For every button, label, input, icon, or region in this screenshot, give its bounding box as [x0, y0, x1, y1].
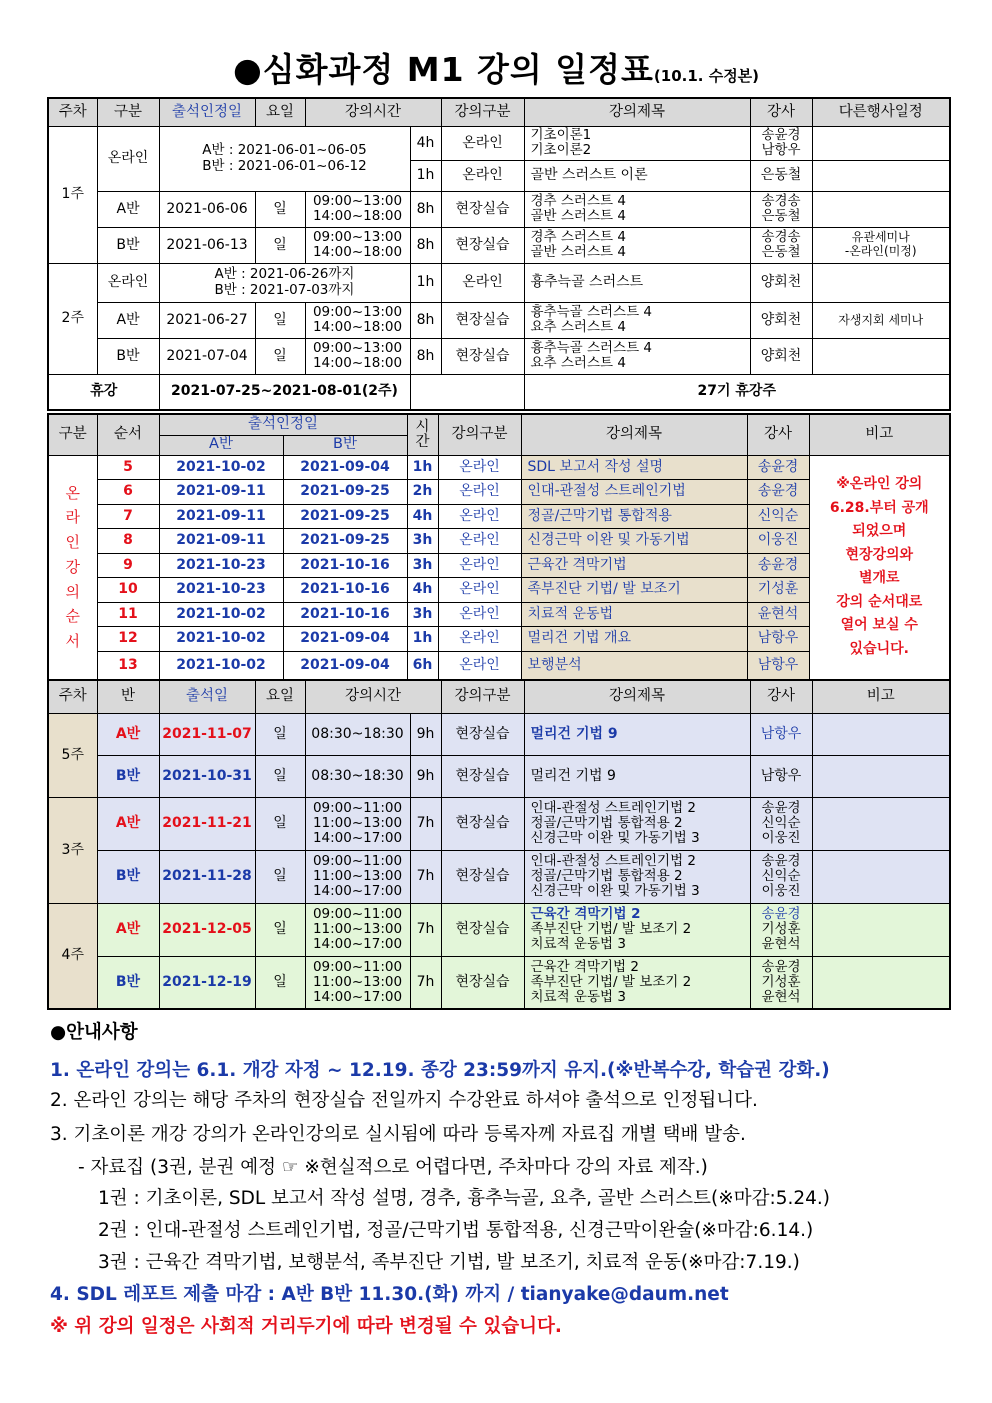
teacher-cell: 남항우 [747, 626, 809, 651]
break-label: 휴강 [48, 374, 159, 410]
title-cell: 족부진단 기법/ 발 보조기 [521, 577, 747, 602]
a-date-cell: 2021-09-11 [159, 504, 283, 528]
type-cell: 현장실습 [441, 191, 524, 227]
hours-cell: 8h [410, 338, 441, 374]
notes-heading: ●안내사항 [50, 1022, 138, 1043]
type-cell: 현장실습 [441, 797, 524, 850]
a-date-cell: 2021-09-11 [159, 479, 283, 504]
title-cell [524, 903, 750, 956]
header-title: 강의제목 [521, 414, 747, 455]
day-cell: 일 [255, 755, 305, 797]
day-cell: 일 [255, 713, 305, 755]
table-row [48, 956, 950, 1009]
note-cell [812, 956, 950, 1009]
table-row [48, 903, 950, 956]
teacher-cell: 양회천 [750, 263, 812, 302]
type-cell: 온라인 [438, 553, 521, 577]
a-date-cell: 2021-10-23 [159, 553, 283, 577]
other-cell: 자생지회 세미나 [812, 302, 950, 338]
header-a-group: A반 [159, 435, 283, 455]
type-cell: 온라인 [438, 651, 521, 680]
title-cell: 기초이론1 기초이론2 [524, 126, 750, 160]
order-cell: 5 [97, 455, 159, 479]
teacher-cell [750, 903, 812, 956]
title-cell: 신경근막 이완 및 가동기법 [521, 528, 747, 553]
time-cell: 09:00~13:00 14:00~18:00 [305, 227, 410, 263]
day-cell: 일 [255, 302, 305, 338]
note-3: 3. 기초이론 개강 강의가 온라인강의로 실시됨에 따라 등록자께 자료집 개별 택배 발송. [50, 1124, 746, 1145]
group-cell: 온라인 [97, 263, 159, 302]
date-cell: 2021-07-04 [159, 338, 255, 374]
title-cell: 골반 스러스트 이론 [524, 160, 750, 191]
hours-cell: 4h [407, 577, 438, 602]
type-cell: 온라인 [441, 263, 524, 302]
hours-cell: 3h [407, 602, 438, 626]
time-cell: 08:30~18:30 [305, 755, 410, 797]
title-main: ●심화과정 M1 강의 일정표 [232, 50, 654, 89]
group-cell: B반 [97, 227, 159, 263]
teacher-cell: 남항우 [747, 651, 809, 680]
b-date-cell: 2021-09-04 [283, 651, 407, 680]
time-cell: 09:00~11:00 11:00~13:00 14:00~17:00 [305, 903, 410, 956]
order-cell: 8 [97, 528, 159, 553]
other-cell [812, 126, 950, 160]
hours-cell: 3h [407, 528, 438, 553]
b-date-cell: 2021-10-16 [283, 553, 407, 577]
header-type: 강의구분 [441, 680, 524, 713]
week-label: 1주 [48, 126, 97, 263]
other-cell [812, 191, 950, 227]
type-cell: 온라인 [441, 126, 524, 160]
header-order: 순서 [97, 414, 159, 455]
note-4: 4. SDL 레포트 제출 마감 : A반 B반 11.30.(화) 까지 / tianyake@daum.net [50, 1284, 729, 1305]
table-row [48, 797, 950, 850]
note-cell [812, 797, 950, 850]
time-cell: 09:00~13:00 14:00~18:00 [305, 302, 410, 338]
title-cell: 인대-관절성 스트레인기법 2 정골/근막기법 통합적용 2 신경근막 이완 및 가동기법 3 [524, 797, 750, 850]
table-row [48, 850, 950, 903]
title-cell: 보행분석 [521, 651, 747, 680]
other-cell [812, 338, 950, 374]
teacher-cell: 은동철 [750, 160, 812, 191]
header-time: 강의시간 [305, 98, 441, 126]
header-teacher: 강사 [747, 414, 809, 455]
title-sub: (10.1. 수정본) [653, 67, 760, 85]
type-cell: 온라인 [438, 455, 521, 479]
table-row [48, 302, 950, 338]
header-teacher: 강사 [750, 680, 812, 713]
hours-cell: 4h [410, 126, 441, 160]
note-5: ※ 위 강의 일정은 사회적 거리두기에 따라 변경될 수 있습니다. [50, 1316, 562, 1337]
title-rest-lines: 족부진단 기법/ 발 보조기 2 치료적 운동법 3 [530, 921, 692, 952]
teacher-cell: 양회천 [750, 302, 812, 338]
teacher-rest-lines: 기성훈 윤현석 [761, 921, 801, 952]
hours-cell: 7h [410, 797, 441, 850]
note-cell [812, 903, 950, 956]
note-cell [812, 850, 950, 903]
break-dates: 2021-07-25~2021-08-01(2주) [159, 374, 410, 410]
type-cell: 현장실습 [441, 338, 524, 374]
type-cell: 현장실습 [441, 903, 524, 956]
title-cell: 치료적 운동법 [521, 602, 747, 626]
a-date-cell: 2021-10-23 [159, 577, 283, 602]
date-cell: 2021-06-06 [159, 191, 255, 227]
table-row [48, 191, 950, 227]
day-cell: 일 [255, 338, 305, 374]
table1-header-row [48, 98, 950, 126]
hours-cell: 7h [410, 903, 441, 956]
week-label: 2주 [48, 263, 97, 374]
group-cell: B반 [97, 338, 159, 374]
table-row [48, 263, 950, 302]
header-b-group: B반 [283, 435, 407, 455]
group-cell: A반 [97, 302, 159, 338]
order-cell: 9 [97, 553, 159, 577]
break-empty [410, 374, 524, 410]
type-cell: 온라인 [438, 504, 521, 528]
schedule-table-1 [47, 97, 951, 411]
teacher-cell: 송윤경 신익순 이웅진 [750, 850, 812, 903]
online-dates: A반 : 2021-06-26까지 B반 : 2021-07-03까지 [159, 263, 410, 302]
date-cell: 2021-06-13 [159, 227, 255, 263]
note-1: 1. 온라인 강의는 6.1. 개강 자정 ~ 12.19. 종강 23:59까지 유지.(※반복수강, 학습권 강화.) [50, 1060, 830, 1081]
a-date-cell: 2021-10-02 [159, 651, 283, 680]
a-date-cell: 2021-10-02 [159, 455, 283, 479]
hours-cell: 7h [410, 850, 441, 903]
teacher-cell: 송윤경 [747, 455, 809, 479]
type-cell: 온라인 [438, 602, 521, 626]
break-note: 27기 휴강주 [524, 374, 950, 410]
day-cell: 일 [255, 227, 305, 263]
note-3-vol1: 1권 : 기초이론, SDL 보고서 작성 설명, 경추, 흉추늑골, 요추, 골반 스러스트(※마감:5.24.) [98, 1188, 831, 1209]
type-cell: 현장실습 [441, 755, 524, 797]
b-date-cell: 2021-10-16 [283, 577, 407, 602]
teacher-cell: 윤현석 [747, 602, 809, 626]
other-cell [812, 263, 950, 302]
teacher-cell: 신익순 [747, 504, 809, 528]
date-cell: 2021-12-05 [159, 903, 255, 956]
schedule-table-3 [47, 679, 951, 1010]
table-row [48, 755, 950, 797]
hours-cell: 9h [410, 755, 441, 797]
hours-cell: 2h [407, 479, 438, 504]
b-date-cell: 2021-09-25 [283, 504, 407, 528]
teacher-cell: 송윤경 남항우 [750, 126, 812, 160]
break-row [48, 374, 950, 410]
title-cell: 흉추늑골 스러스트 4 요추 스러스트 4 [524, 338, 750, 374]
day-cell: 일 [255, 956, 305, 1009]
order-cell: 13 [97, 651, 159, 680]
note-2: 2. 온라인 강의는 해당 주차의 현장실습 전일까지 수강완료 하셔야 출석으로 인정됩니다. [50, 1090, 758, 1111]
header-title: 강의제목 [524, 98, 750, 126]
teacher-cell: 양회천 [750, 338, 812, 374]
online-dates: A반 : 2021-06-01~06-05 B반 : 2021-06-01~06-12 [159, 126, 410, 191]
teacher-cell: 남항우 [750, 713, 812, 755]
type-cell: 현장실습 [441, 227, 524, 263]
hours-cell: 4h [407, 504, 438, 528]
time-cell: 08:30~18:30 [305, 713, 410, 755]
type-cell: 현장실습 [441, 302, 524, 338]
type-cell: 온라인 [441, 160, 524, 191]
note-3-vol2: 2권 : 인대-관절성 스트레인기법, 정골/근막기법 통합적용, 신경근막이완술(※마감:6.14.) [98, 1220, 814, 1241]
type-cell: 현장실습 [441, 956, 524, 1009]
date-cell: 2021-06-27 [159, 302, 255, 338]
teacher-cell: 송경송 은동철 [750, 191, 812, 227]
b-date-cell: 2021-09-04 [283, 455, 407, 479]
group-cell: B반 [97, 956, 159, 1009]
note-3-vol3: 3권 : 근육간 격막기법, 보행분석, 족부진단 기법, 발 보조기, 치료적 운동(※마감:7.19.) [98, 1252, 800, 1273]
a-date-cell: 2021-10-02 [159, 602, 283, 626]
date-cell: 2021-11-07 [159, 713, 255, 755]
day-cell: 일 [255, 191, 305, 227]
teacher-cell: 송윤경 [747, 553, 809, 577]
table-row [48, 455, 950, 479]
time-cell: 09:00~13:00 14:00~18:00 [305, 191, 410, 227]
b-date-cell: 2021-10-16 [283, 602, 407, 626]
hours-cell: 6h [407, 651, 438, 680]
order-cell: 12 [97, 626, 159, 651]
b-date-cell: 2021-09-25 [283, 479, 407, 504]
header-week: 주차 [48, 98, 97, 126]
header-week: 주차 [48, 680, 97, 713]
header-hours: 시 간 [407, 414, 438, 455]
day-cell: 일 [255, 850, 305, 903]
type-cell: 현장실습 [441, 850, 524, 903]
a-date-cell: 2021-10-02 [159, 626, 283, 651]
week-label: 3주 [48, 797, 97, 903]
hours-cell: 9h [410, 713, 441, 755]
b-date-cell: 2021-09-04 [283, 626, 407, 651]
teacher-cell: 송경송 은동철 [750, 227, 812, 263]
order-cell: 11 [97, 602, 159, 626]
header-note: 비고 [809, 414, 950, 455]
type-cell: 온라인 [438, 577, 521, 602]
header-teacher: 강사 [750, 98, 812, 126]
header-group: 구분 [97, 98, 159, 126]
title-cell: 멀리건 기법 9 [524, 755, 750, 797]
title-cell: 근육간 격막기법 2 족부진단 기법/ 발 보조기 2 치료적 운동법 3 [524, 956, 750, 1009]
note-cell [812, 713, 950, 755]
header-type: 강의구분 [438, 414, 521, 455]
hours-cell: 8h [410, 227, 441, 263]
other-cell: 유관세미나 -온라인(미정) [812, 227, 950, 263]
title-cell: 인대-관절성 스트레인기법 2 정골/근막기법 통합적용 2 신경근막 이완 및 가동기법 3 [524, 850, 750, 903]
date-cell: 2021-10-31 [159, 755, 255, 797]
header-day: 요일 [255, 98, 305, 126]
header-group: 구분 [48, 414, 97, 455]
note-cell [812, 755, 950, 797]
time-cell: 09:00~11:00 11:00~13:00 14:00~17:00 [305, 956, 410, 1009]
type-cell: 현장실습 [441, 713, 524, 755]
group-cell: B반 [97, 755, 159, 797]
order-cell: 10 [97, 577, 159, 602]
table-row [48, 338, 950, 374]
date-cell: 2021-11-21 [159, 797, 255, 850]
online-note: ※온라인 강의 6.28.부터 공개 되었으며 현장강의와 별개로 강의 순서대로 열어 보실 수 있습니다. [809, 455, 950, 680]
teacher-cell: 송윤경 신익순 이웅진 [750, 797, 812, 850]
note-3-sub: - 자료집 (3권, 분권 예정 ☞ ※현실적으로 어렵다면, 주차마다 강의 자료 제작.) [78, 1157, 708, 1178]
day-cell: 일 [255, 797, 305, 850]
table-row [48, 126, 950, 160]
header-type: 강의구분 [441, 98, 524, 126]
hours-cell: 8h [410, 191, 441, 227]
date-cell: 2021-12-19 [159, 956, 255, 1009]
title-cell: 정골/근막기법 통합적용 [521, 504, 747, 528]
title-cell: 경추 스러스트 4 골반 스러스트 4 [524, 227, 750, 263]
header-time: 강의시간 [305, 680, 441, 713]
hours-cell: 7h [410, 956, 441, 1009]
header-attend-date: 출석인정일 [159, 414, 407, 435]
hours-cell: 1h [407, 626, 438, 651]
table-row [48, 227, 950, 263]
a-date-cell: 2021-09-11 [159, 528, 283, 553]
title-cell: 경추 스러스트 4 골반 스러스트 4 [524, 191, 750, 227]
group-cell: B반 [97, 850, 159, 903]
title-cell: 멀리건 기법 개요 [521, 626, 747, 651]
other-cell [812, 160, 950, 191]
table-row [48, 713, 950, 755]
week-label: 4주 [48, 903, 97, 1009]
time-cell: 09:00~11:00 11:00~13:00 14:00~17:00 [305, 797, 410, 850]
group-cell: A반 [97, 191, 159, 227]
header-note: 비고 [812, 680, 950, 713]
table3-header-row [48, 680, 950, 713]
title-first-line: 근육간 격막기법 2 [530, 906, 641, 923]
teacher-cell: 이웅진 [747, 528, 809, 553]
title-cell: 멀리건 기법 9 [524, 713, 750, 755]
header-day: 요일 [255, 680, 305, 713]
type-cell: 온라인 [438, 479, 521, 504]
date-cell: 2021-11-28 [159, 850, 255, 903]
b-date-cell: 2021-09-25 [283, 528, 407, 553]
header-title: 강의제목 [524, 680, 750, 713]
title-cell: 근육간 격막기법 [521, 553, 747, 577]
hours-cell: 1h [410, 263, 441, 302]
teacher-cell: 남항우 [750, 755, 812, 797]
header-class: 반 [97, 680, 159, 713]
online-order-table [47, 413, 951, 681]
teacher-first-line: 송윤경 [761, 906, 801, 923]
type-cell: 온라인 [438, 528, 521, 553]
day-cell: 일 [255, 903, 305, 956]
type-cell: 온라인 [438, 626, 521, 651]
teacher-cell: 송윤경 기성훈 윤현석 [750, 956, 812, 1009]
teacher-cell: 송윤경 [747, 479, 809, 504]
title-cell: 흉추늑골 스러스트 4 요추 스러스트 4 [524, 302, 750, 338]
title-cell: SDL 보고서 작성 설명 [521, 455, 747, 479]
hours-cell: 1h [407, 455, 438, 479]
hours-cell: 3h [407, 553, 438, 577]
order-cell: 7 [97, 504, 159, 528]
teacher-cell: 기성훈 [747, 577, 809, 602]
table2-header-row [48, 414, 950, 435]
page-title [0, 44, 992, 91]
header-attend-date: 출석일 [159, 680, 255, 713]
time-cell: 09:00~11:00 11:00~13:00 14:00~17:00 [305, 850, 410, 903]
header-other: 다른행사일정 [812, 98, 950, 126]
time-cell: 09:00~13:00 14:00~18:00 [305, 338, 410, 374]
group-cell: 온라인 [97, 126, 159, 191]
group-cell: A반 [97, 713, 159, 755]
title-cell: 흉추늑골 스러스트 [524, 263, 750, 302]
group-cell: A반 [97, 797, 159, 850]
week-label: 5주 [48, 713, 97, 797]
group-cell: A반 [97, 903, 159, 956]
header-attend-date: 출석인정일 [159, 98, 255, 126]
order-cell: 6 [97, 479, 159, 504]
hours-cell: 8h [410, 302, 441, 338]
title-cell: 인대-관절성 스트레인기법 [521, 479, 747, 504]
online-order-label: 온 라 인 강 의 순 서 [48, 455, 97, 680]
hours-cell: 1h [410, 160, 441, 191]
